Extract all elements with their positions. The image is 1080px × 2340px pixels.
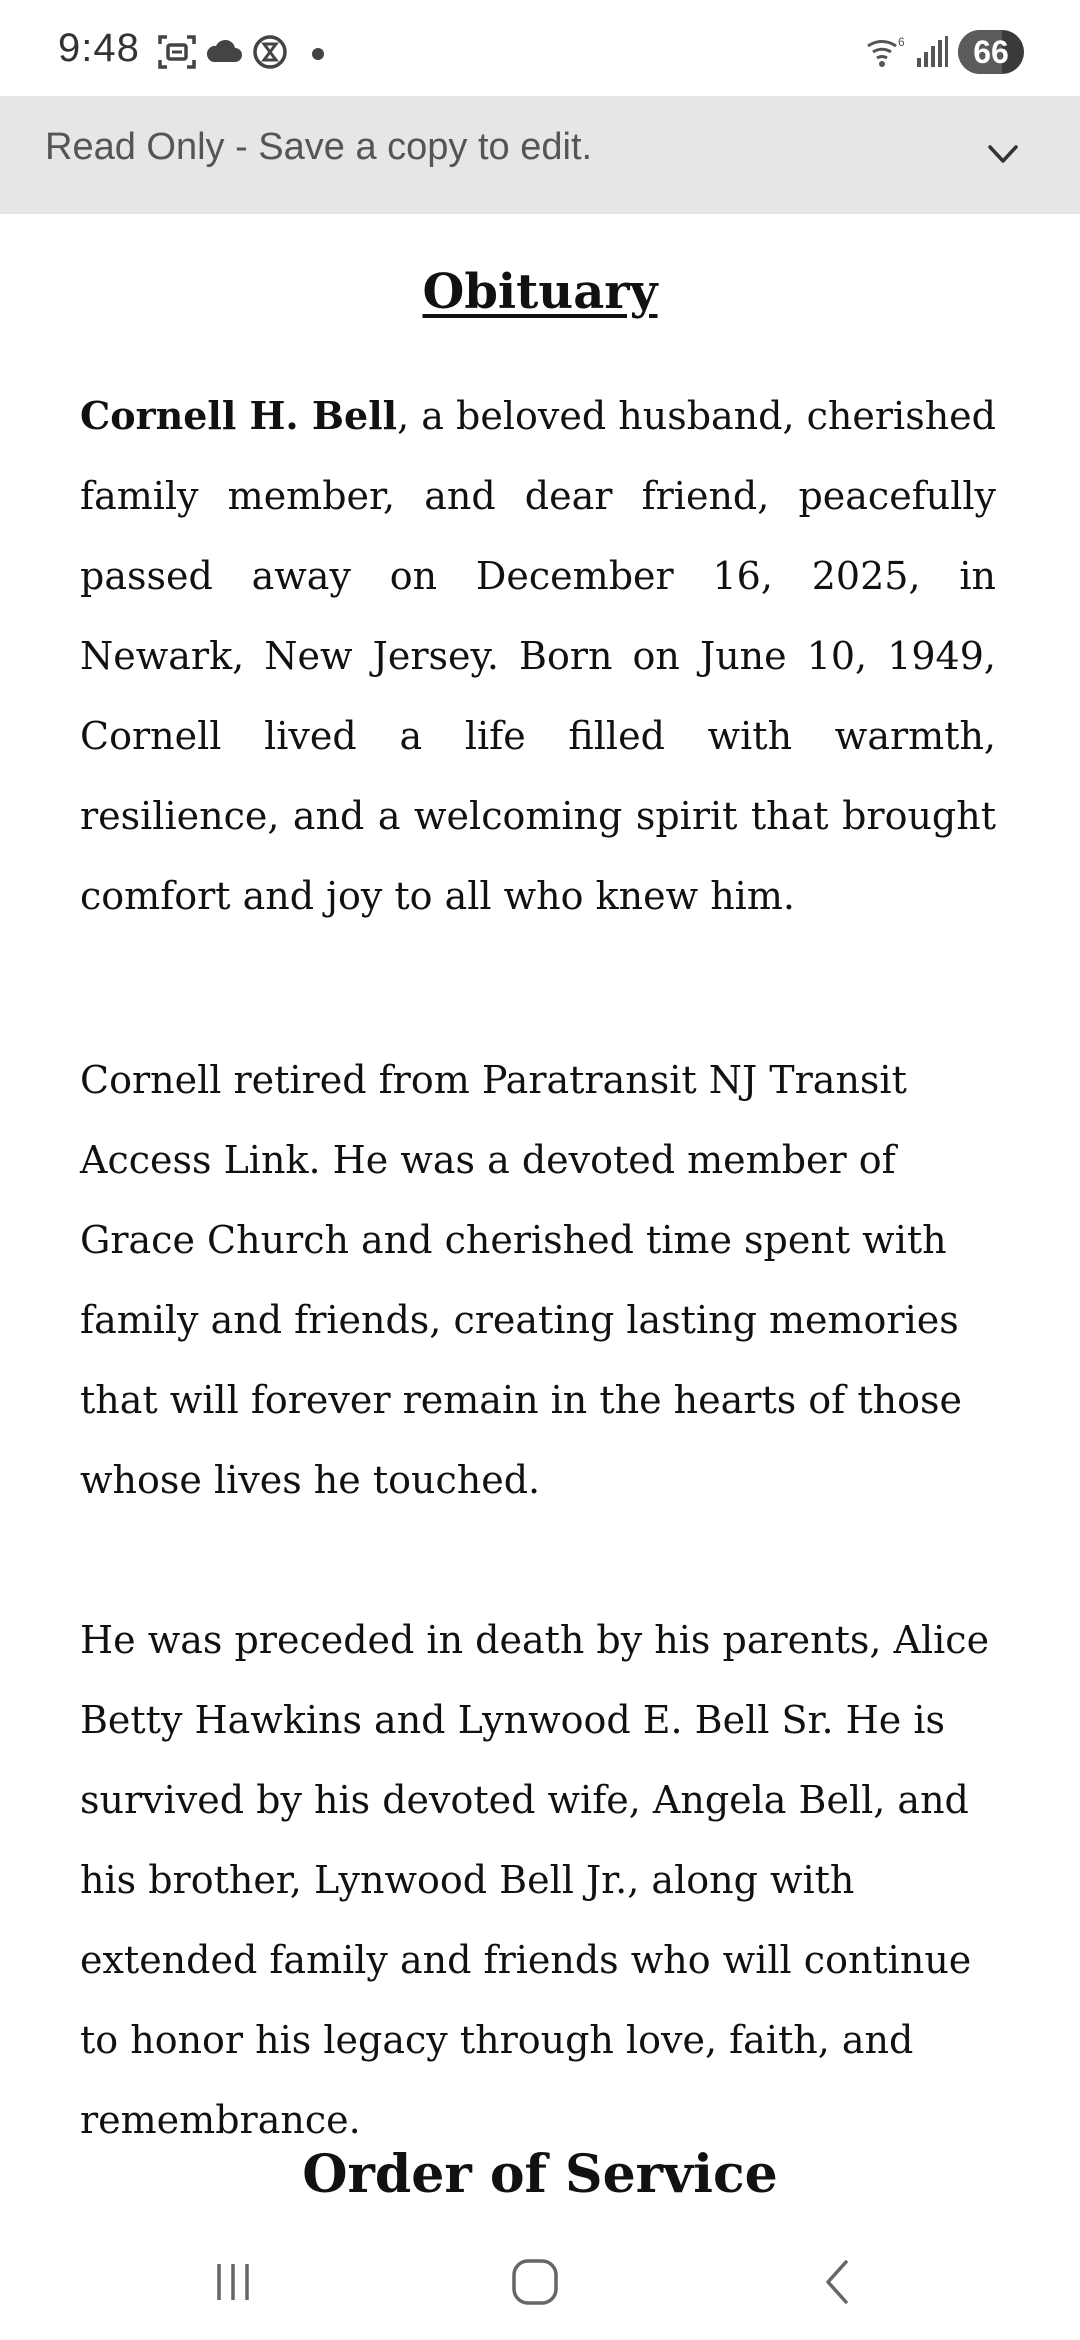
status-time: 9:48 [58, 26, 140, 70]
paragraph-1-text: , a beloved husband, cherished family member, and dear friend, peacefully passed away on December 16, 2025, in Newark, New Jersey. Born on June 10, 1949, Cornell lived a life filled with warmth, resilience, and a welcoming spirit that brought comfort and joy to all who knew him. [80, 394, 997, 918]
read-only-banner[interactable] [0, 96, 1080, 214]
back-button[interactable] [798, 2252, 878, 2312]
notification-dot-icon [312, 48, 324, 60]
screenshot-icon [158, 34, 196, 70]
obituary-paragraph-2: Cornell retired from Paratransit NJ Transit Access Link. He was a devoted member of Grace Church and cherished time spent with family and friends, creating lasting memories that will forever remain in the hearts of those whose lives he touched. [80, 1058, 962, 1502]
home-button[interactable] [495, 2252, 575, 2312]
cloud-icon [204, 34, 244, 70]
document-view[interactable] [0, 214, 1080, 2224]
navigation-bar [0, 2224, 1080, 2340]
recent-apps-button[interactable] [193, 2252, 273, 2312]
home-icon [509, 2256, 561, 2308]
order-of-service-heading: Order of Service [302, 2144, 778, 2205]
read-only-message: Read Only - Save a copy to edit. [45, 126, 593, 168]
status-bar [0, 0, 1080, 96]
wifi-icon [866, 34, 906, 70]
recent-apps-icon [209, 2258, 257, 2306]
back-icon [814, 2258, 862, 2306]
obituary-paragraph-3: He was preceded in death by his parents, Alice Betty Hawkins and Lynwood E. Bell Sr. He is survived by his devoted wife, Angela Bell, and his brother, Lynwood Bell Jr., along with extended family and friends who will continue to honor his legacy through love, faith, and remembrance. [80, 1618, 990, 2142]
chevron-down-icon[interactable] [985, 136, 1021, 172]
deceased-name: Cornell H. Bell [80, 393, 398, 438]
wifi-label: 6 [898, 35, 905, 49]
obituary-paragraph-1 [80, 376, 996, 936]
hourglass-icon [252, 34, 288, 70]
battery-level: 66 [973, 34, 1009, 70]
document-title: Obituary [422, 264, 658, 320]
battery-icon [958, 30, 1024, 74]
signal-icon [914, 34, 950, 70]
